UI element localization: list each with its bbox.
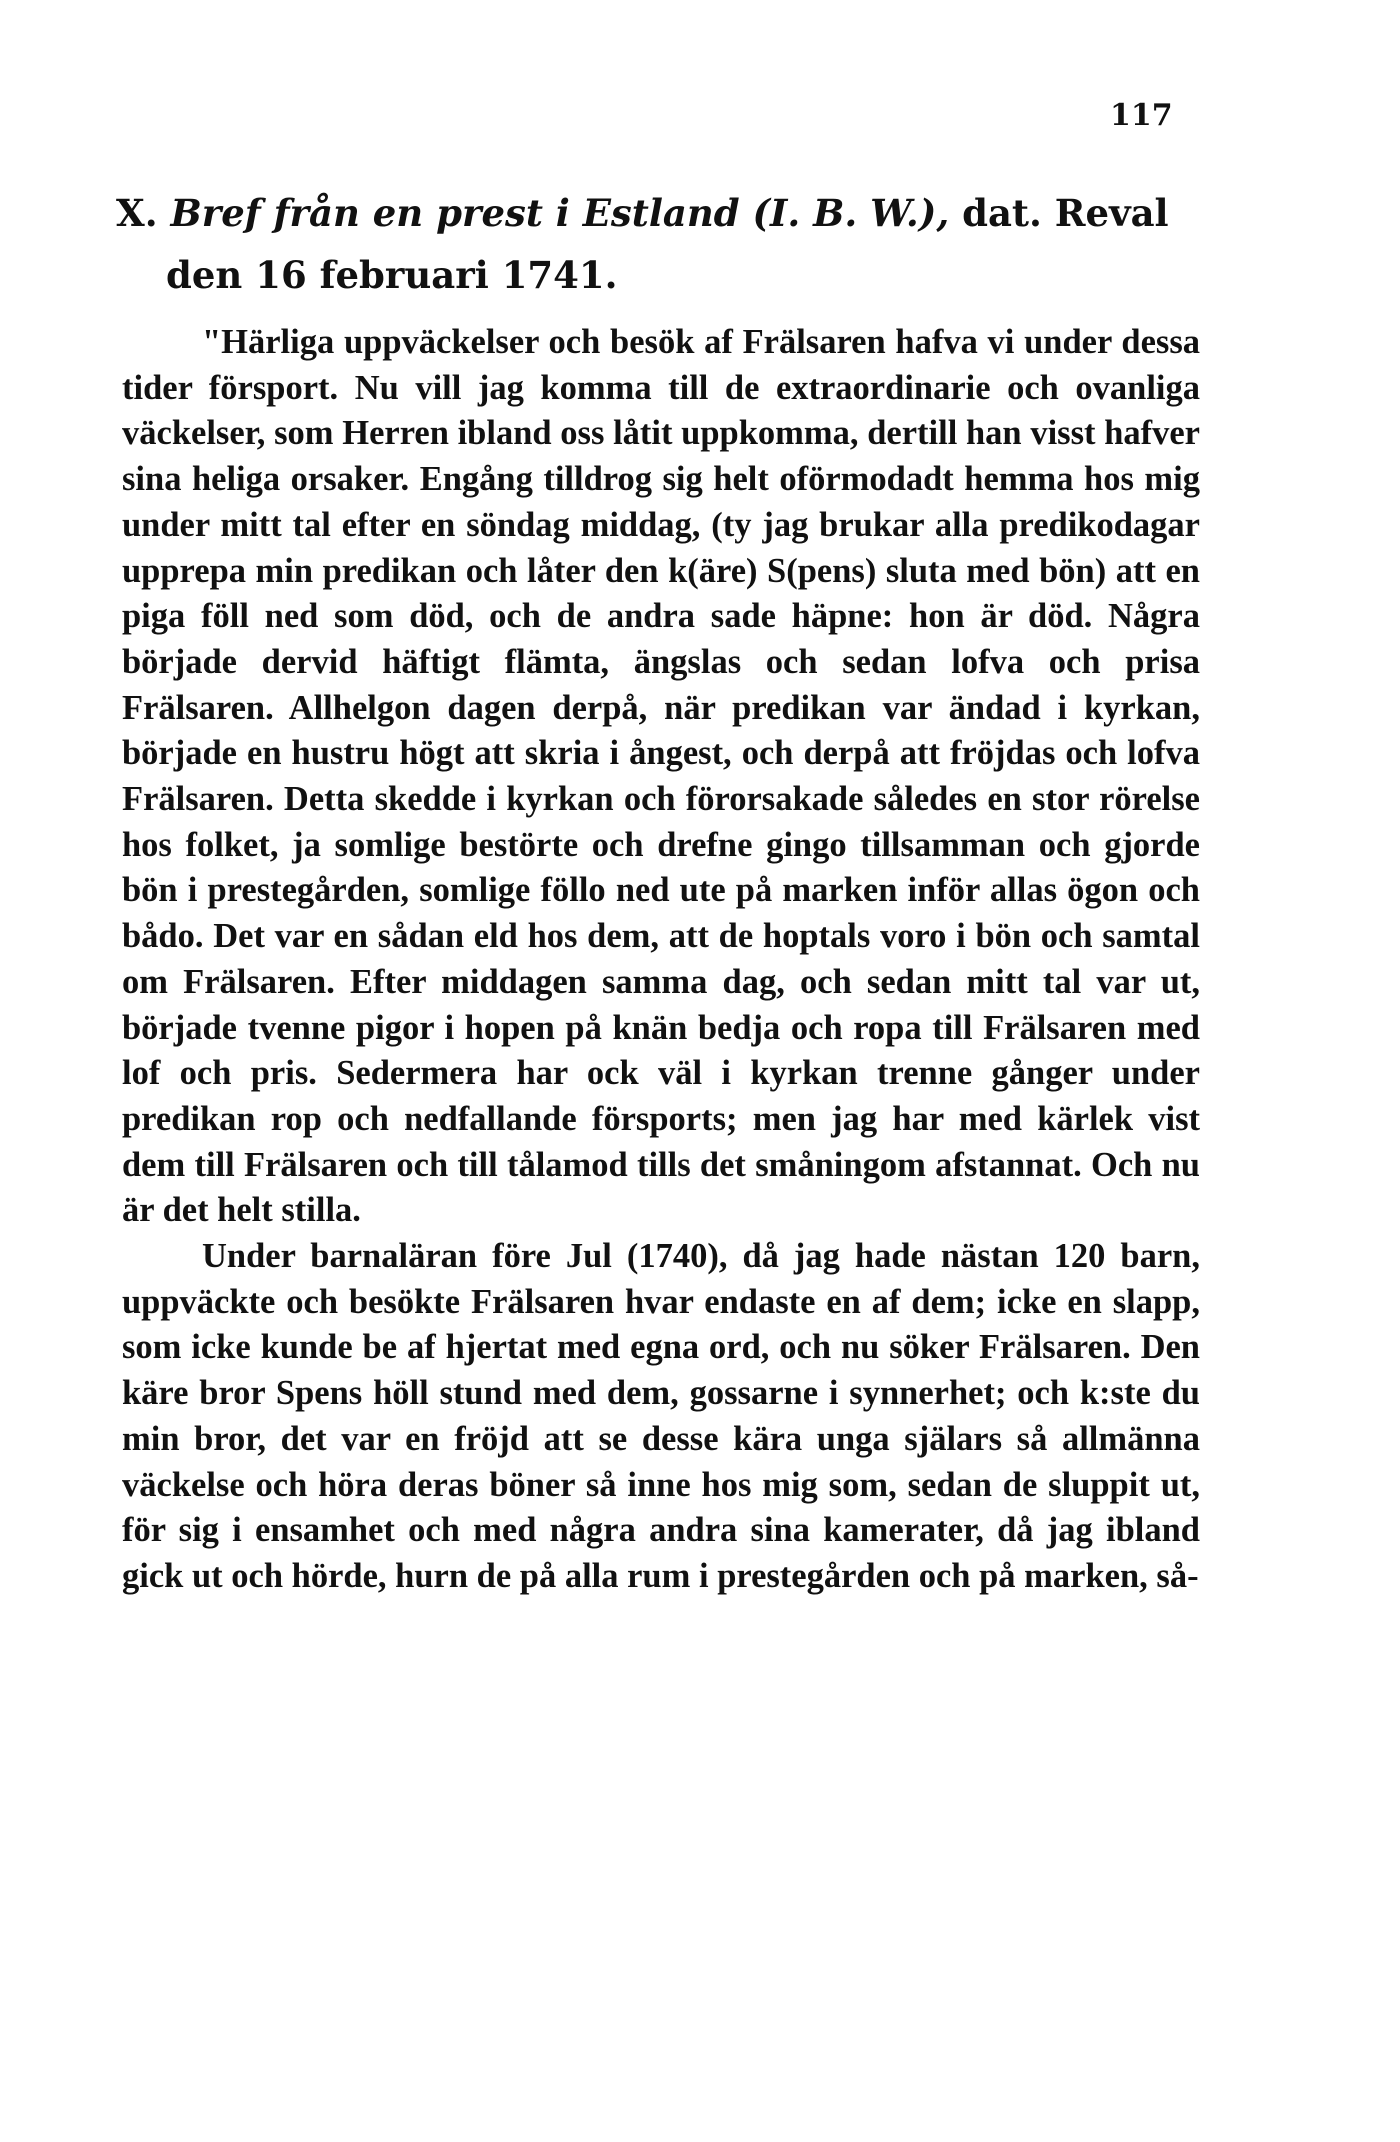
section-numeral: X. [116,191,158,235]
letter-date-place: dat. Reval [949,191,1169,235]
paragraph-2: Under barnaläran före Jul (1740), då jag hade nästan 120 barn, uppväckte och besökte Frälsaren hvar endaste en af dem; icke en slapp, som icke kunde be af hjertat med egna ord, och nu söker Frälsaren. Den käre bror Spens höll stund med dem, gossarne i synnerhet; och k:ste du min bror, det var en fröjd att se desse kära unga själars så allmänna väckelse och höra deras böner så inne hos mig som, sedan de sluppit ut, för sig i ensamhet och med några andra sina kamerater, då jag ibland gick ut och hörde, hurn de på alla rum i prestegården och på marken, så- [122,1237,1200,1595]
page-number: 117 [1110,98,1173,133]
letter-heading [116,182,1216,306]
letter-date: den 16 februari 1741. [166,253,618,297]
letter-title: Bref från en prest i Estland (I. B. W.), [170,191,950,235]
paragraph-1: "Härliga uppväckelser och besök af Frälsaren hafva vi under dessa tider försport. Nu vill jag komma till de extraordinarie och ovanliga väckelser, som Herren ibland oss låtit uppkomma, dertill han visst hafver sina heliga orsaker. Engång tilldrog sig helt oförmodadt hemma hos mig under mitt tal efter en söndag middag, (ty jag brukar alla predikodagar upprepa min predikan och låter den k(äre) S(pens) sluta med bön) att en piga föll ned som död, och de andra sade häpne: hon är död. Några började dervid häftigt flämta, ängslas och sedan lofva och prisa Frälsaren. Allhelgon dagen derpå, när predikan var ändad i kyrkan, började en hustru högt att skria i ångest, och derpå att fröjdas och lofva Frälsaren. Detta skedde i kyrkan och förorsakade således en stor rörelse hos folket, ja somlige bestörte och drefne gingo tillsamman och gjorde bön i prestegården, somlige föllo ned ute på marken inför allas ögon och bådo. Det var en sådan eld hos dem, att de hoptals voro i bön och samtal om Frälsaren. Efter middagen samma dag, och sedan mitt tal var ut, började tvenne pigor i hopen på knän bedja och ropa till Frälsaren med lof och pris. Sedermera har ock väl i kyrkan trenne gånger under predikan rop och nedfallande försports; men jag har med kärlek vist dem till Frälsaren och till tålamod tills det småningom afstannat. Och nu är det helt stilla. [122,323,1200,1230]
letter-body [122,320,1200,1600]
